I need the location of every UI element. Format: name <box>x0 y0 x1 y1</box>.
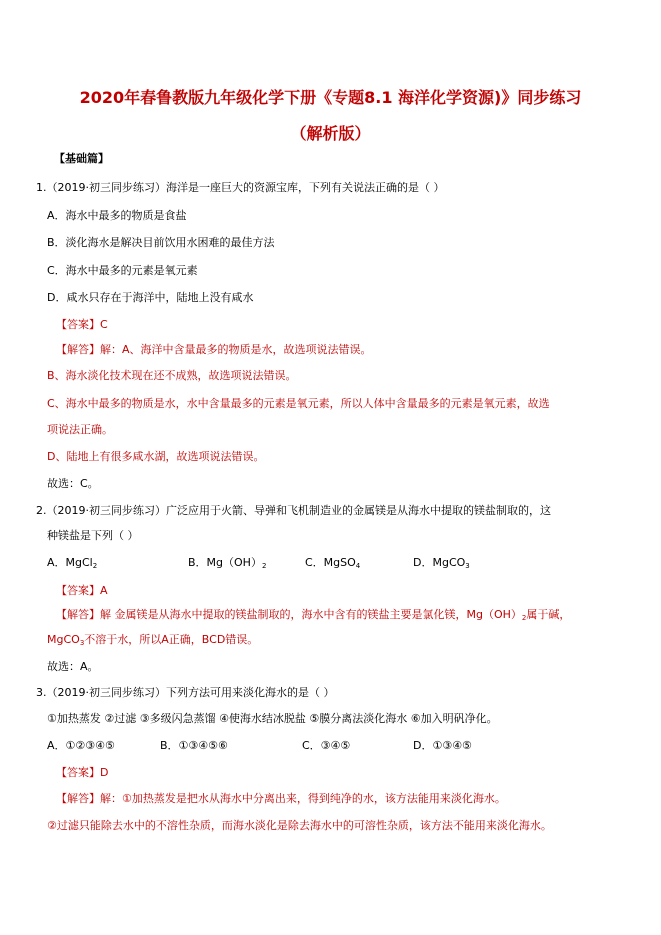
document-title-line-1: 2020年春鲁教版九年级化学下册《专题8.1 海洋化学资源)》同步练习 <box>79 88 582 107</box>
q2-choice: 故选：A。 <box>47 660 99 673</box>
q1-analysis-line: 项说法正确。 <box>47 423 113 436</box>
q1-option-c: C．海水中最多的元素是氧元素 <box>47 264 198 277</box>
q2-stem-line-1: 2.（2019·初三同步练习）广泛应用于火箭、导弹和飞机制造业的金属镁是从海水中提取的镁盐制取的，这 <box>36 504 551 517</box>
q1-analysis-line: 【解答】解：A、海洋中含量最多的物质是水，故选项说法错误。 <box>56 343 372 356</box>
q3-option-b: B．①③④⑤⑥ <box>160 739 228 752</box>
q1-option-d: D．咸水只存在于海洋中，陆地上没有咸水 <box>47 291 254 304</box>
q1-analysis-line: C、海水中最多的物质是水，水中含量最多的元素是氧元素，所以人体中含量最多的元素是氧元素，故选 <box>47 397 550 410</box>
q3-analysis-line: 【解答】解：①加热蒸发是把水从海水中分离出来，得到纯净的水，该方法能用来淡化海水。 <box>56 792 506 805</box>
q2-option-a: A．MgCl$_2$ <box>47 556 98 570</box>
q1-analysis-line: B、海水淡化技术现在还不成熟，故选项说法错误。 <box>47 369 297 382</box>
q2-analysis-line-1: 【解答】解 金属镁是从海水中提取的镁盐制取的，海水中含有的镁盐主要是氯化镁，$Mg(OH)_2$属于碱， <box>56 608 571 622</box>
q2-answer: 【答案】A <box>56 584 108 597</box>
q1-choice: 故选：C。 <box>47 477 99 490</box>
q2-analysis-line-2: MgCO$_3$不溶于水，所以A正确，BCD错误。 <box>47 633 259 647</box>
q1-option-b: B．淡化海水是解决目前饮用水困难的最佳方法 <box>47 236 275 249</box>
q1-answer: 【答案】C <box>56 318 108 331</box>
q3-option-c: C．③④⑤ <box>302 739 351 752</box>
q3-analysis-line: ②过滤只能除去水中的不溶性杂质，而海水淡化是除去海水中的可溶性杂质，该方法不能用来淡化海水。 <box>47 819 552 832</box>
q2-stem-line-2: 种镁盐是下列（ ） <box>47 529 139 542</box>
q3-stem: 3.（2019·初三同步练习）下列方法可用来淡化海水的是（ ） <box>36 686 335 699</box>
q2-option-d: D．MgCO$_3$ <box>413 556 470 570</box>
q2-option-b: B．$Mg(OH)_2$ <box>188 556 267 570</box>
q3-methods: ①加热蒸发 ②过滤 ③多级闪急蒸馏 ④使海水结冰脱盐 ⑤膜分离法淡化海水 ⑥加入明矾净化。 <box>47 712 498 725</box>
q1-stem: 1.（2019·初三同步练习）海洋是一座巨大的资源宝库，下列有关说法正确的是（ ） <box>36 181 445 194</box>
document-title-line-2: （解析版） <box>290 124 371 143</box>
q2-option-c: C．MgSO$_4$ <box>305 556 361 570</box>
q3-option-a: A．①②③④⑤ <box>47 739 115 752</box>
q1-option-a: A．海水中最多的物质是食盐 <box>47 209 187 222</box>
q3-option-d: D．①③④⑤ <box>413 739 472 752</box>
q3-answer: 【答案】D <box>56 766 109 779</box>
section-heading: 【基础篇】 <box>54 152 109 165</box>
q1-analysis-line: D、陆地上有很多咸水湖，故选项说法错误。 <box>47 450 265 463</box>
